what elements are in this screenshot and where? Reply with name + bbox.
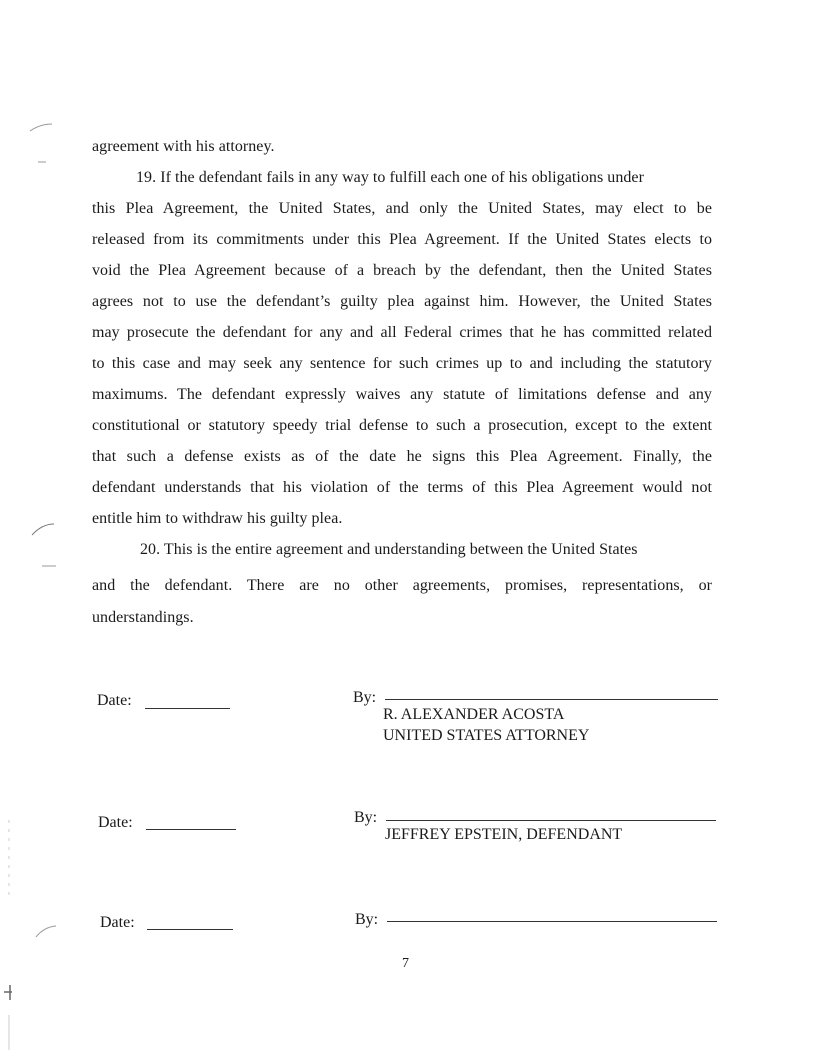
date-line bbox=[146, 829, 236, 830]
by-label: By: bbox=[354, 809, 378, 826]
text-line: agrees not to use the defendant’s guilty plea against him. However, the United States bbox=[92, 293, 712, 310]
paragraph-20-start: 20. This is the entire agreement and understanding between the United States bbox=[140, 541, 638, 558]
signature-line bbox=[386, 820, 716, 821]
text-line: entitle him to withdraw his guilty plea. bbox=[92, 510, 343, 527]
signatory-name: JEFFREY EPSTEIN, DEFENDANT bbox=[385, 826, 623, 843]
text-line: agreement with his attorney. bbox=[92, 138, 275, 155]
text-line: void the Plea Agreement because of a breach by the defendant, then the United States bbox=[92, 262, 712, 279]
text-line: and the defendant. There are no other agreements, promises, representations, or bbox=[92, 577, 712, 594]
signature-line bbox=[387, 921, 717, 922]
text-line: this Plea Agreement, the United States, and only the United States, may elect to be bbox=[92, 200, 712, 217]
date-line bbox=[147, 929, 233, 930]
text-line: to this case and may seek any sentence for such crimes up to and including the statutory bbox=[92, 355, 712, 372]
by-label: By: bbox=[353, 689, 377, 706]
text-line: that such a defense exists as of the date he signs this Plea Agreement. Finally, the bbox=[92, 448, 712, 465]
scan-mark bbox=[36, 926, 56, 937]
signatory-title: UNITED STATES ATTORNEY bbox=[383, 727, 590, 744]
date-label: Date: bbox=[98, 814, 133, 831]
date-label: Date: bbox=[100, 914, 135, 931]
text-line: constitutional or statutory speedy trial defense to such a prosecution, except to the extent bbox=[92, 417, 712, 434]
date-label: Date: bbox=[97, 692, 132, 709]
signatory-name: R. ALEXANDER ACOSTA bbox=[383, 706, 565, 723]
page-number: 7 bbox=[402, 956, 409, 971]
text-line: released from its commitments under this Plea Agreement. If the United States elects to bbox=[92, 231, 712, 248]
date-line bbox=[145, 708, 230, 709]
text-line: maximums. The defendant expressly waives any statute of limitations defense and any bbox=[92, 386, 712, 403]
scan-mark bbox=[30, 124, 52, 131]
by-label: By: bbox=[355, 911, 379, 928]
signature-line bbox=[385, 699, 718, 700]
scan-mark bbox=[32, 524, 54, 535]
text-line: defendant understands that his violation of the terms of this Plea Agreement would not bbox=[92, 479, 712, 496]
text-line: may prosecute the defendant for any and all Federal crimes that he has committed related bbox=[92, 324, 712, 341]
text-line: understandings. bbox=[92, 609, 194, 626]
paragraph-19-start: 19. If the defendant fails in any way to fulfill each one of his obligations under bbox=[136, 169, 644, 186]
